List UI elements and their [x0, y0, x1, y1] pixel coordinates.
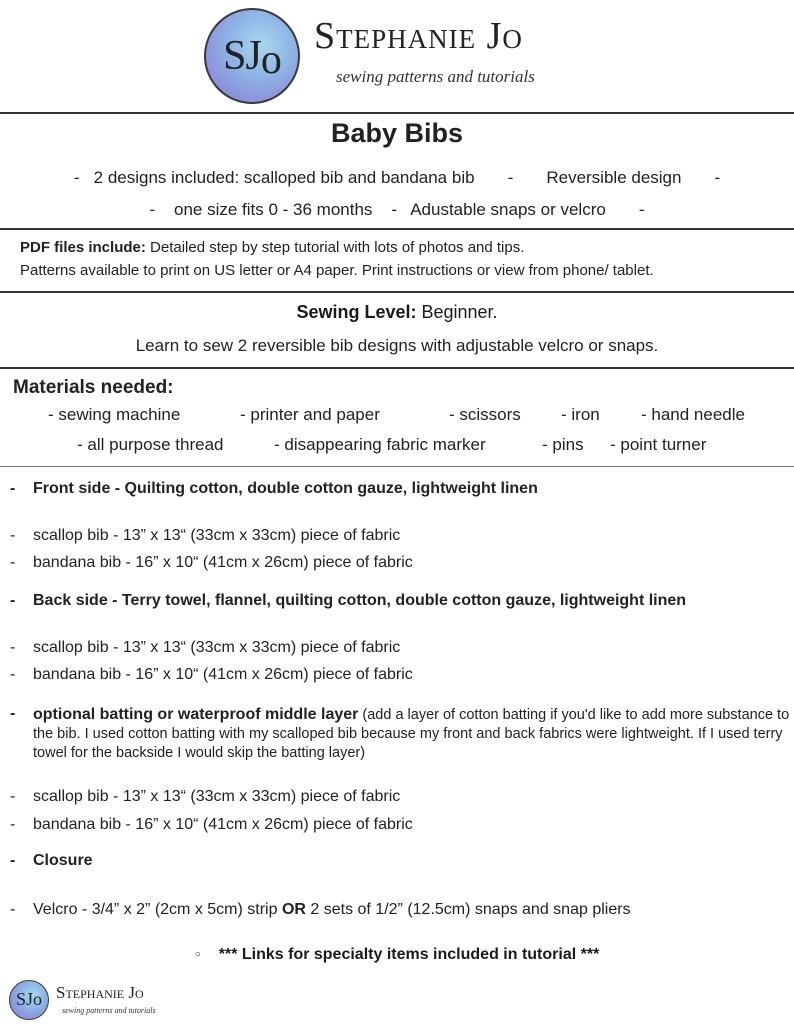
pdf-info — [20, 236, 654, 282]
divider — [0, 112, 794, 114]
logo-letters: SJ — [223, 33, 261, 79]
circle-bullet-icon: ○ — [194, 949, 201, 960]
sewing-level-description: Learn to sew 2 reversible bib designs with adjustable velcro or snaps. — [135, 336, 659, 355]
brand-name: Stephanie Jo — [314, 15, 523, 57]
list-item: - scallop bib - 13” x 13“ (33cm x 33cm) piece of fabric — [10, 788, 401, 805]
brand-logo — [204, 8, 300, 104]
sewing-level-value: Beginner. — [416, 302, 498, 322]
list-item: - scallop bib - 13” x 13“ (33cm x 33cm) piece of fabric — [10, 639, 401, 656]
page-header — [0, 0, 794, 112]
footer-brand-name: Stephanie Jo — [56, 983, 144, 1002]
list-item: - bandana bib - 16” x 10“ (41cm x 26cm) piece of fabric — [10, 816, 413, 833]
material-item: - iron — [561, 405, 600, 424]
footer-logo — [9, 980, 49, 1020]
list-item: - Closure — [10, 852, 93, 869]
pdf-line-1: Detailed step by step tutorial with lots of photos and tips. — [145, 239, 525, 256]
footer-brand-tagline: sewing patterns and tutorials — [62, 1006, 156, 1015]
list-item: - bandana bib - 16” x 10“ (41cm x 26cm) piece of fabric — [10, 554, 413, 571]
list-item: - Velcro - 3/4” x 2” (2cm x 5cm) strip OR 2 sets of 1/2” (12.5cm) snaps and snap pliers — [10, 901, 631, 918]
pdf-label: PDF files include: — [20, 239, 146, 256]
list-item: - bandana bib - 16” x 10“ (41cm x 26cm) piece of fabric — [10, 666, 413, 683]
material-item: - disappearing fabric marker — [274, 435, 486, 454]
material-item: - hand needle — [641, 405, 745, 424]
sewing-level — [0, 302, 794, 323]
list-item: - Front side - Quilting cotton, double cotton gauze, lightweight linen — [10, 480, 538, 497]
list-item: - scallop bib - 13” x 13“ (33cm x 33cm) piece of fabric — [10, 527, 401, 544]
front-side-heading: Front side - Quilting cotton, double cotton gauze, lightweight linen — [33, 480, 538, 497]
list-item: - Back side - Terry towel, flannel, quilting cotton, double cotton gauze, lightweight linen — [10, 592, 687, 609]
divider — [0, 228, 794, 230]
features-line-1: - 2 designs included: scalloped bib and bandana bib - Reversible design - — [73, 168, 721, 187]
material-item: - printer and paper — [240, 405, 380, 424]
links-note: ○ *** Links for specialty items included in tutorial *** — [194, 946, 600, 963]
batting-heading: optional batting or waterproof middle layer — [33, 706, 359, 723]
logo-o: o — [260, 37, 281, 83]
footer-logo-letters: SJo — [15, 989, 42, 1009]
page-title: Baby Bibs — [330, 118, 464, 148]
batting-note: optional batting or waterproof middle layer (add a layer of cotton batting if you'd like to add more substance to the bib. I used cotton batting with my scalloped bib because my front and back fabrics were lightweight. If I used terry towel for the backside I would skip the batting layer) — [33, 706, 790, 761]
divider — [0, 367, 794, 369]
sewing-level-label: Sewing Level: — [296, 302, 417, 322]
pdf-line-2: Patterns available to print on US letter or A4 paper. Print instructions or view from phone/ tablet. — [20, 262, 654, 279]
list-item: - — [10, 705, 16, 722]
divider — [0, 291, 794, 293]
material-item: - sewing machine — [48, 405, 181, 424]
material-item: - all purpose thread — [77, 435, 224, 454]
back-side-heading: Back side - Terry towel, flannel, quilting cotton, double cotton gauze, lightweight linen — [33, 592, 687, 609]
closure-heading: Closure — [33, 852, 93, 869]
material-item: - scissors — [449, 405, 521, 424]
features-line-2: - one size fits 0 - 36 months - Adustable snaps or velcro - — [149, 200, 645, 219]
material-item: - point turner — [610, 435, 707, 454]
material-item: - pins — [542, 435, 584, 454]
brand-tagline: sewing patterns and tutorials — [336, 67, 535, 86]
divider — [0, 466, 794, 467]
materials-title: Materials needed: — [13, 377, 174, 398]
